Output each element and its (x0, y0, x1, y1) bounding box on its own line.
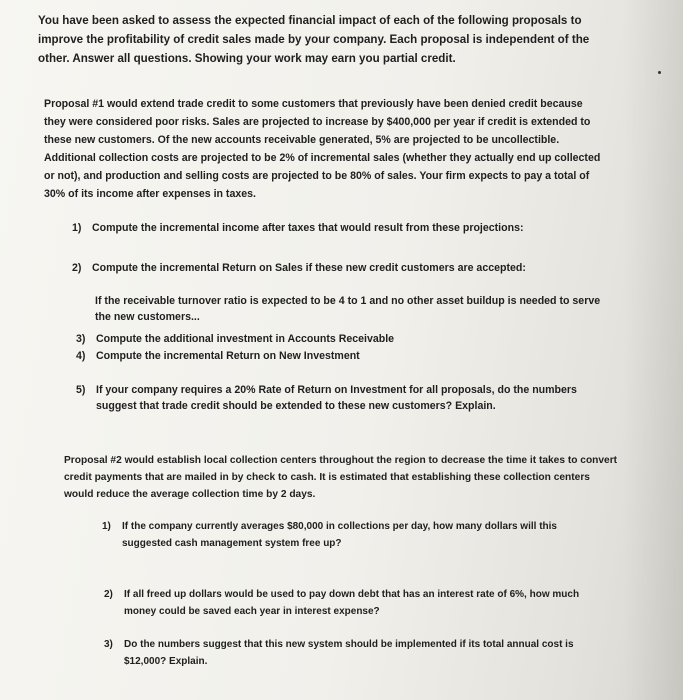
proposal-2-question-2 (104, 586, 604, 620)
proposal-1-question-3 (76, 331, 596, 347)
proposal-2-paragraph: Proposal #2 would establish local collection centers throughout the region to decrease the time it takes to convert credit payments that are mailed in by check to cash. It is estimated that establishing these collection centers would reduce the average collection time by 2 days. (64, 455, 618, 501)
question-text: If all freed up dollars would be used to pay down debt that has an interest rate of 6%, how much money could be saved each year in interest expense? (124, 589, 580, 617)
question-number: 3) (76, 333, 86, 345)
question-text: Compute the incremental Return on Sales if these new credit customers are accepted: (92, 262, 526, 274)
proposal-2-question-3 (104, 636, 584, 670)
question-text: If the company currently averages $80,000 in collections per day, how many dollars will this suggested cash management system free up? (122, 521, 557, 549)
question-text: Do the numbers suggest that this new system should be implemented if its total annual cost is $12,000? Explain. (124, 639, 574, 667)
question-text: Compute the additional investment in Accounts Receivable (96, 333, 395, 345)
question-text: Compute the incremental income after taxes that would result from these projections: (92, 222, 524, 234)
proposal-1-question-2 (72, 260, 592, 276)
intro-paragraph: You have been asked to assess the expected financial impact of each of the following proposals to improve the profitability of credit sales made by your company. Each proposal is independent of the other. Answer all questions. Showing your work may earn you partial credit. (38, 14, 590, 65)
question-number: 2) (104, 589, 113, 600)
question-number: 3) (104, 639, 113, 650)
question-number: 5) (76, 384, 86, 396)
question-number: 4) (76, 350, 86, 362)
proposal-1-question-4 (76, 348, 596, 364)
proposal-1-question-1 (72, 220, 592, 236)
proposal-1-assumption-note: If the receivable turnover ratio is expected to be 4 to 1 and no other asset buildup is needed to serve the new customers... (95, 295, 601, 323)
question-text: Compute the incremental Return on New Investment (96, 350, 360, 362)
question-number: 2) (72, 262, 82, 274)
proposal-2-question-1 (102, 518, 602, 552)
speck-mark (658, 71, 661, 74)
proposal-1-paragraph: Proposal #1 would extend trade credit to some customers that previously have been denied credit because they were considered poor risks. Sales are projected to increase by $400,000 per year if credit is extended to these new customers. Of the new accounts receivable generated, 5% are projected to be uncollectible. Additional collection costs are projected to be 2% of incremental sales (whether they actually end up collected or not), and production and selling costs are projected to be 80% of sales. Your firm expects to pay a total of 30% of its income after expenses in taxes. (44, 98, 601, 201)
question-number: 1) (72, 222, 82, 234)
question-number: 1) (102, 521, 111, 532)
question-text: If your company requires a 20% Rate of Return on Investment for all proposals, do the numbers suggest that trade credit should be extended to these new customers? Explain. (96, 384, 577, 412)
page-shadow (623, 0, 683, 700)
proposal-1-question-5 (76, 382, 596, 414)
